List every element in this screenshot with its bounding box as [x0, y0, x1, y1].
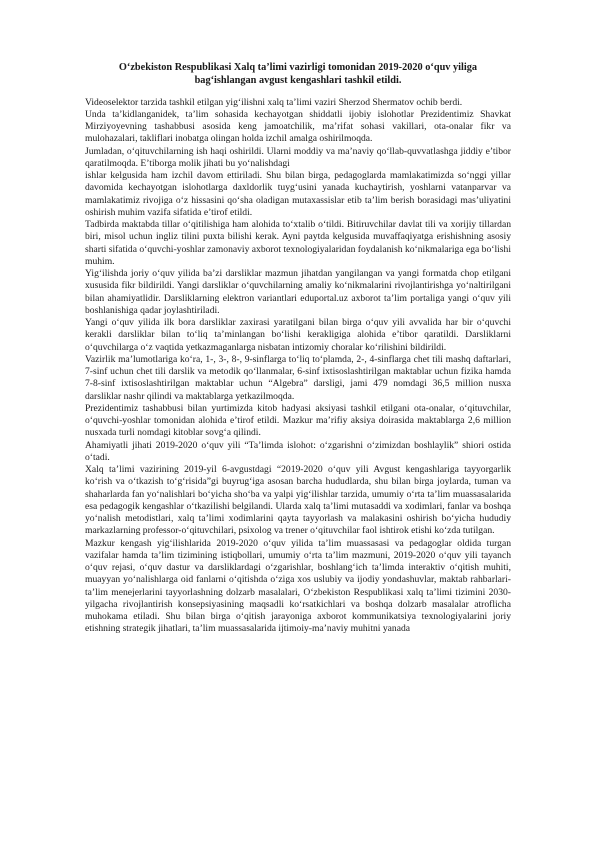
- title-line: O‘zbekiston Respublikasi Xalq ta’limi vazirligi tomonidan 2019-2020 o‘quv yiliga: [118, 62, 478, 73]
- title-line: bag‘ishlangan avgust kengashlari tashkil etildi.: [194, 74, 402, 86]
- paragraph: Xalq ta’limi vazirining 2019-yil 6-avgustdagi “2019-2020 o‘quv yili Avgust kengashlariga tayyorgarlik ko‘rish va o‘tkazish to‘g‘risida”gi buyrug‘iga asosan barcha hududlarda, shu bilan birga joylarda, tuman va shaharlarda fan yo‘nalishlari bo‘yicha sho‘ba va yalpi yig‘ilishlar tarzida, umumiy o‘rta ta’lim muassasalarida esa pedagogik kengashlar o‘tkazilishi belgilandi. Ularda xalq ta’limi mutasaddi va xodimlari, fanlar va boshqa yo‘nalish metodistlari, xalq ta’limi xodimlarini qayta tayyorlash va malakasini oshirish bo‘yicha hududiy markazlarning professor-o‘qituvchilari, psixolog va trener o‘qituvchilar faol ishtirok etishi ko‘zda tutilgan.: [85, 464, 511, 537]
- paragraph: Vazirlik ma’lumotlariga ko‘ra, 1-, 3-, 8-, 9-sinflarga to‘liq to‘plamda, 2-, 4-sinflarga chet tili mashq daftarlari, 7-sinf uchun chet tili darslik va metodik qo‘llanmalar, 6-sinf ixtisoslashtirilgan maktablar uchun fizika hamda 7-8-sinf ixtisoslashtirilgan maktablar uchun “Algebra” darsligi, jami 479 nomdagi 36,5 million nusxa darsliklar nashr qilindi va maktablarga yetkazilmoqda.: [85, 353, 511, 402]
- article-body: [85, 97, 511, 636]
- paragraph: ishlar kelgusida ham izchil davom ettiriladi. Shu bilan birga, pedagoglarda mamlakatimizda so‘nggi yillar davomida kechayotgan islohotlarga daxldorlik tuyg‘usini yanada kuchaytirish, yoshlarni vatanparvar va mamlakatimiz rivojiga o‘z hissasini qo‘sha oladigan mutaxassislar etib ta’lim berish borasidagi mas’uliyatini oshirish muhim vazifa sifatida e’tirof etildi.: [85, 170, 511, 218]
- paragraph: Ahamiyatli jihati 2019-2020 o‘quv yili “Ta’limda islohot: o‘zgarishni o‘zimizdan boshlaylik” shiori ostida o‘tadi.: [85, 439, 511, 463]
- paragraph: Tadbirda maktabda tillar o‘qitilishiga ham alohida to‘xtalib o‘tildi. Bitiruvchilar davlat tili va xorijiy tillardan biri, misol uchun ingliz tilini puxta bilishi kerak. Ayni paytda kelgusida muvaffaqiyatga erishishning asosiy sharti sifatida o‘quvchi-yoshlar zamonaviy axborot texnologiyalaridan foydalanish ko‘nikmalariga ega bo‘lishi muhim.: [85, 219, 511, 267]
- page-title: [85, 62, 511, 88]
- paragraph: Yig‘ilishda joriy o‘quv yilida ba’zi darsliklar mazmun jihatdan yangilangan va yangi formatda chop etilgani xususida fikr bildirildi. Yangi darsliklar o‘quvchilarning amaliy ko‘nikmalarini rivojlantirishga yo‘naltirilgani bilan ahamiyatlidir. Darsliklarning elektron variantlari eduportal.uz axborot ta’lim portaliga yangi o‘quv yili boshlanishiga qadar joylashtiriladi.: [85, 268, 511, 316]
- paragraph: Unda ta’kidlanganidek, ta’lim sohasida kechayotgan shiddatli ijobiy islohotlar Prezidentimiz Shavkat Mirziyoyevning tashabbusi asosida keng jamoatchilik, ma’rifat sohasi vakillari, ota-onalar fikr va mulohazalari, takliflari inobatga olingan holda izchil amalga oshirilmoqda.: [85, 108, 511, 145]
- paragraph: Videoselektor tarzida tashkil etilgan yig‘ilishni xalq ta’limi vaziri Sherzod Shermatov ochib berdi.: [85, 96, 463, 108]
- document-page: [85, 62, 511, 636]
- paragraph: Jumladan, o‘qituvchilarning ish haqi oshirildi. Ularni moddiy va ma’naviy qo‘llab-quvvatlashga jiddiy e’tibor qaratilmoqda. E’tiborga molik jihati bu yo‘nalishdagi: [85, 145, 511, 169]
- paragraph: Yangi o‘quv yilida ilk bora darsliklar zaxirasi yaratilgani bilan birga o‘quv yili avvalida har bir o‘quvchi kerakli darsliklar bilan to‘liq ta’minlangan bo‘lishi kerakligiga alohida e’tibor qaratildi. Darsliklarni o‘quvchilarga o‘z vaqtida yetkazmaganlarga nisbatan intizomiy choralar ko‘rilishini bildirildi.: [85, 317, 511, 353]
- paragraph: Prezidentimiz tashabbusi bilan yurtimizda kitob hadyasi aksiyasi tashkil etilgani ota-onalar, o‘qituvchilar, o‘quvchi-yoshlar tomonidan alohida e’tirof etildi. Mazkur ma’rifiy aksiya doirasida maktablarga 2,6 million nusxada turli nomdagi kitoblar sovg‘a qilindi.: [85, 402, 511, 439]
- paragraph: Mazkur kengash yig‘ilishlarida 2019-2020 o‘quv yilida ta’lim muassasasi va pedagoglar oldida turgan vazifalar hamda ta’lim tizimining istiqbollari, umumiy o‘rta ta’lim mazmuni, 2019-2020 o‘quv yili tayanch o‘quv rejasi, o‘quv dastur va darsliklardagi o‘zgarishlar, boshlang‘ich ta’limda interaktiv o‘qitish muhiti, muayyan yo‘nalishlarga oid fanlarni o‘qitishda o‘ziga xos uslubiy va ijodiy yondashuvlar, maktab rahbarlari-ta’lim menejerlarini tayyorlashning dolzarb masalalari, O‘zbekiston Respublikasi xalq ta’limi tizimini 2030-yilgacha rivojlantirish konsepsiyasining maqsadli ko‘rsatkichlari va boshqa dolzarb masalalar atroflicha muhokama etiladi. Shu bilan birga o‘qitish jarayoniga axborot kommunikatsiya texnologiyalarini joriy etishning strategik jihatlari, ta’lim muassasalarida ijtimoiy-ma’naviy muhitni yanada: [85, 537, 511, 635]
